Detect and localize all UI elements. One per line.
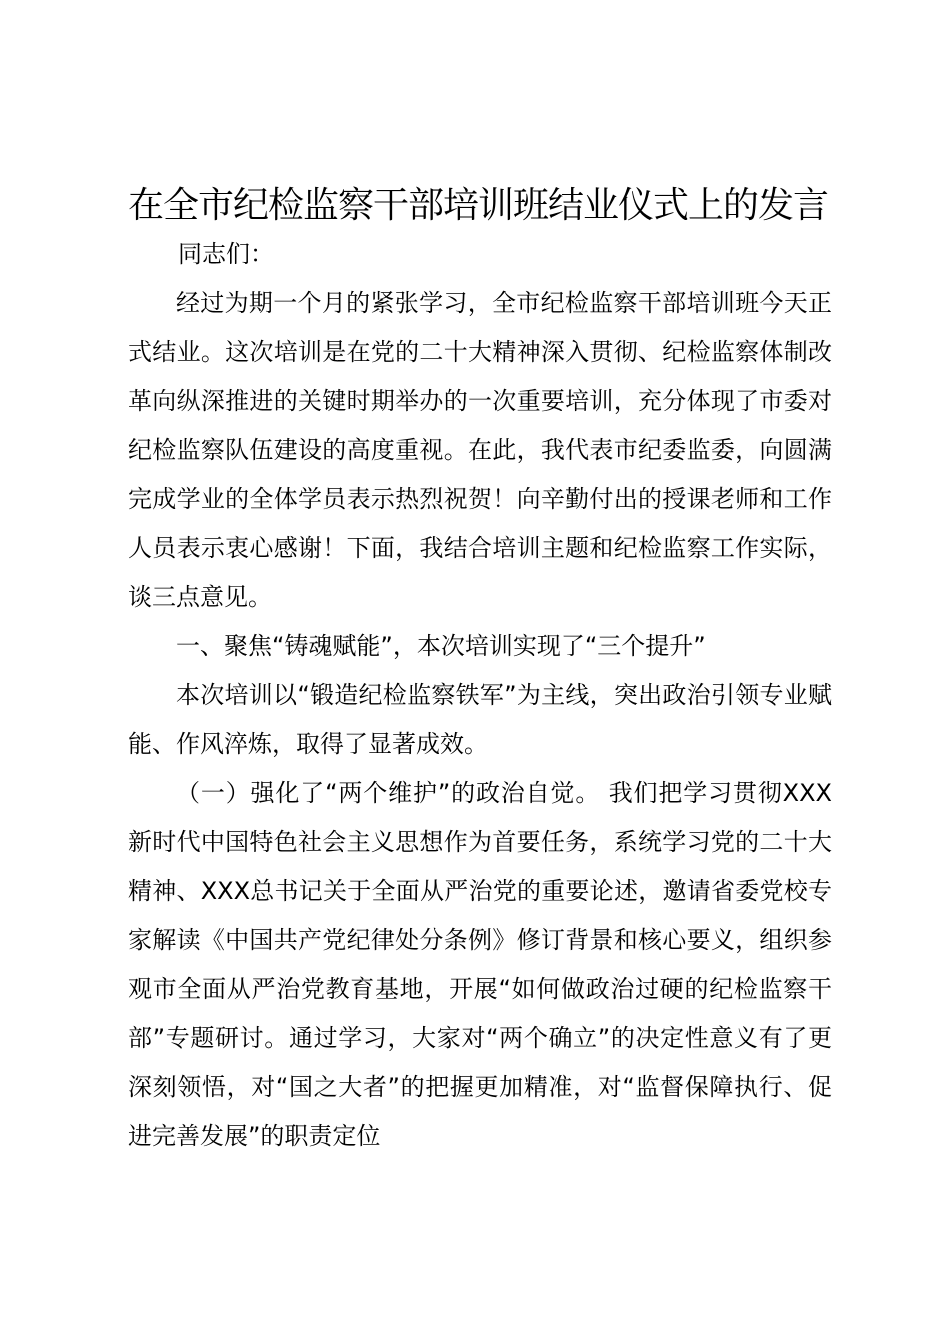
document-title: 在全市纪检监察干部培训班结业仪式上的发言 (128, 185, 829, 226)
paragraph-section-1-point-1: （一）强化了“两个维护”的政治自觉。 我们把学习贯彻XXX新时代中国特色社会主义思想作为首要任务，系统学习党的二十大精神、XXX总书记关于全面从严治党的重要论述，邀请省委党校专家解读《中国共产党纪律处分条例》修订背景和核心要义，组织参观市全面从严治党教育基地，开展“如何做政治过硬的纪检监察干部”专题研讨。通过学习，大家对“两个确立”的决定性意义有了更深刻领悟，对“国之大者”的把握更加精准，对“监督保障执行、促进完善发展”的职责定位 (128, 779, 832, 1150)
section-heading-1: 一、聚焦“铸魂赋能”，本次培训实现了“三个提升” (176, 632, 706, 660)
paragraph-section-1-summary: 本次培训以“锻造纪检监察铁军”为主线，突出政治引领专业赋能、作风淬炼，取得了显著成效。 (128, 681, 832, 758)
salutation: 同志们： (178, 240, 274, 268)
document-page (128, 182, 832, 1161)
paragraph-intro: 经过为期一个月的紧张学习，全市纪检监察干部培训班今天正式结业。这次培训是在党的二十大精神深入贯彻、纪检监察体制改革向纵深推进的关键时期举办的一次重要培训，充分体现了市委对纪检监察队伍建设的高度重视。在此，我代表市纪委监委，向圆满完成学业的全体学员表示热烈祝贺！向辛勤付出的授课老师和工作人员表示衷心感谢！下面，我结合培训主题和纪检监察工作实际，谈三点意见。 (128, 289, 832, 611)
